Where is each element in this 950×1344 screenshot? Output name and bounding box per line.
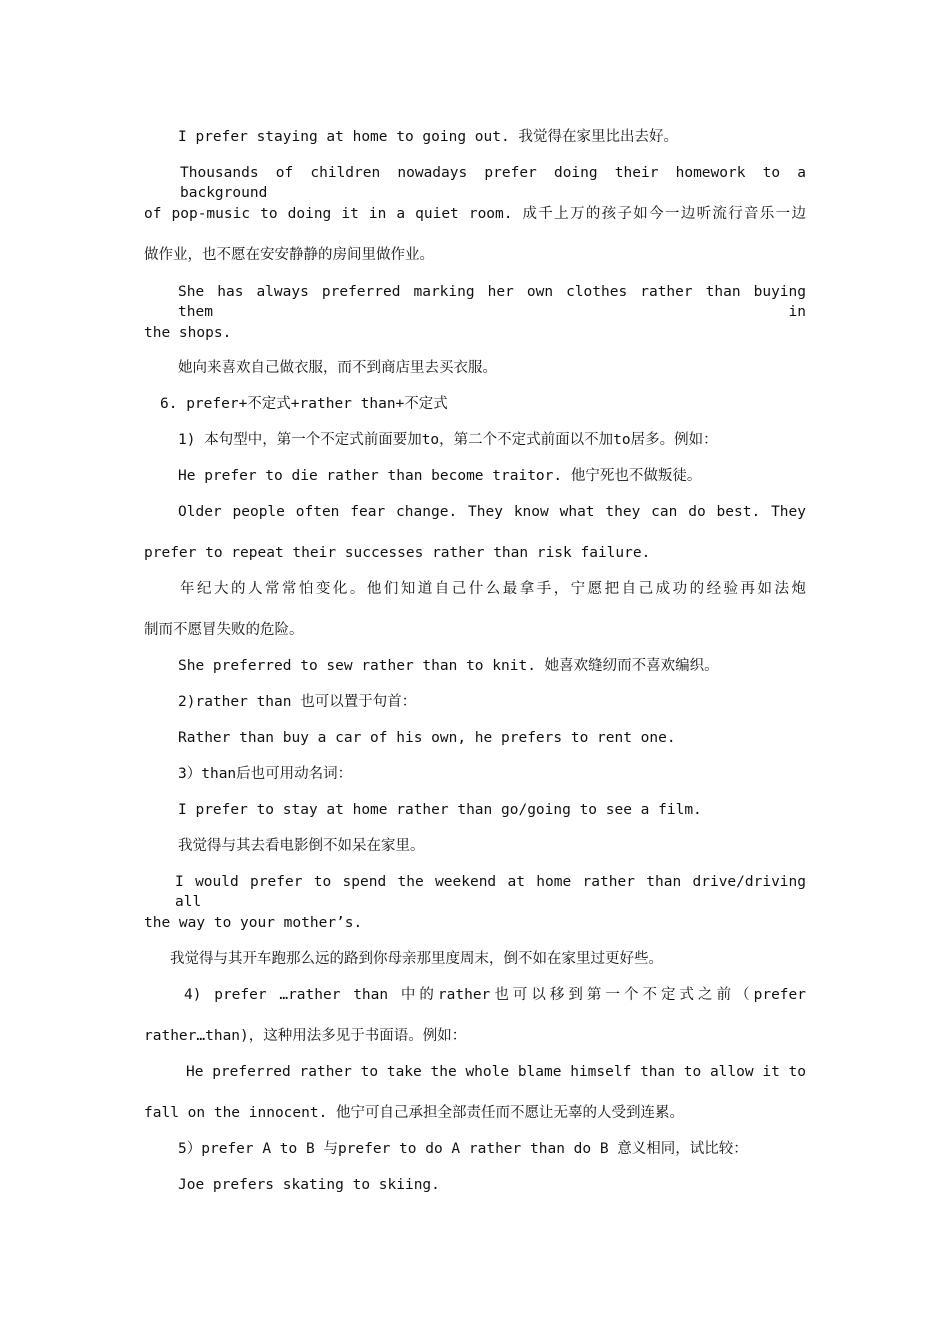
text-line: She preferred to sew rather than to knit. 她喜欢缝纫而不喜欢编织。 bbox=[178, 658, 719, 674]
text-line: 年纪大的人常常怕变化。他们知道自己什么最拿手，宁愿把自己成功的经验再如法炮 bbox=[180, 581, 806, 597]
text-line: 我觉得与其开车跑那么远的路到你母亲那里度周末，倒不如在家里过更好些。 bbox=[170, 951, 663, 967]
text-line: 5）prefer A to B 与prefer to do A rather than do B 意义相同，试比较： bbox=[178, 1141, 748, 1157]
text-line: 1) 本句型中，第一个不定式前面要加to，第二个不定式前面以不加to居多。例如： bbox=[178, 432, 718, 448]
text-line: Rather than buy a car of his own, he prefers to rent one. bbox=[178, 730, 676, 746]
text-line: 4) prefer …rather than 中的rather也可以移到第一个不定式之前（prefer bbox=[184, 987, 806, 1003]
text-line: 做作业，也不愿在安安静静的房间里做作业。 bbox=[144, 247, 434, 263]
text-line: prefer to repeat their successes rather than risk failure. bbox=[144, 545, 651, 561]
text-line: I prefer staying at home to going out. 我觉得在家里比出去好。 bbox=[178, 129, 678, 145]
text-line: 3）than后也可用动名词： bbox=[178, 766, 353, 782]
text-line: He prefer to die rather than become traitor. 他宁死也不做叛徒。 bbox=[178, 468, 702, 484]
text-line: Older people often fear change. They know what they can do best. They bbox=[178, 504, 806, 520]
text-line: I prefer to stay at home rather than go/going to see a film. bbox=[178, 802, 702, 818]
text-line: the shops. bbox=[144, 325, 232, 341]
text-line: the way to your mother’s. bbox=[144, 915, 363, 931]
text-line: 制而不愿冒失败的危险。 bbox=[144, 622, 304, 638]
text-line: fall on the innocent. 他宁可自己承担全部责任而不愿让无辜的人受到连累。 bbox=[144, 1105, 685, 1121]
text-line: 2)rather than 也可以置于句首： bbox=[178, 694, 417, 710]
text-line: of pop-music to doing it in a quiet room. 成千上万的孩子如今一边听流行音乐一边 bbox=[144, 206, 806, 222]
text-line: 她向来喜欢自己做衣服，而不到商店里去买衣服。 bbox=[178, 360, 497, 376]
section-heading: 6. prefer+不定式+rather than+不定式 bbox=[160, 396, 448, 412]
text-line: I would prefer to spend the weekend at home rather than drive/driving all bbox=[175, 874, 806, 910]
text-line: Joe prefers skating to skiing. bbox=[178, 1177, 440, 1193]
text-line: She has always preferred marking her own clothes rather than buying them in bbox=[178, 284, 806, 320]
text-line: Thousands of children nowadays prefer doing their homework to a background bbox=[180, 165, 806, 201]
text-line: rather…than)，这种用法多见于书面语。例如： bbox=[144, 1028, 467, 1044]
text-line: He preferred rather to take the whole blame himself than to allow it to bbox=[186, 1064, 806, 1080]
text-line: 我觉得与其去看电影倒不如呆在家里。 bbox=[178, 838, 425, 854]
